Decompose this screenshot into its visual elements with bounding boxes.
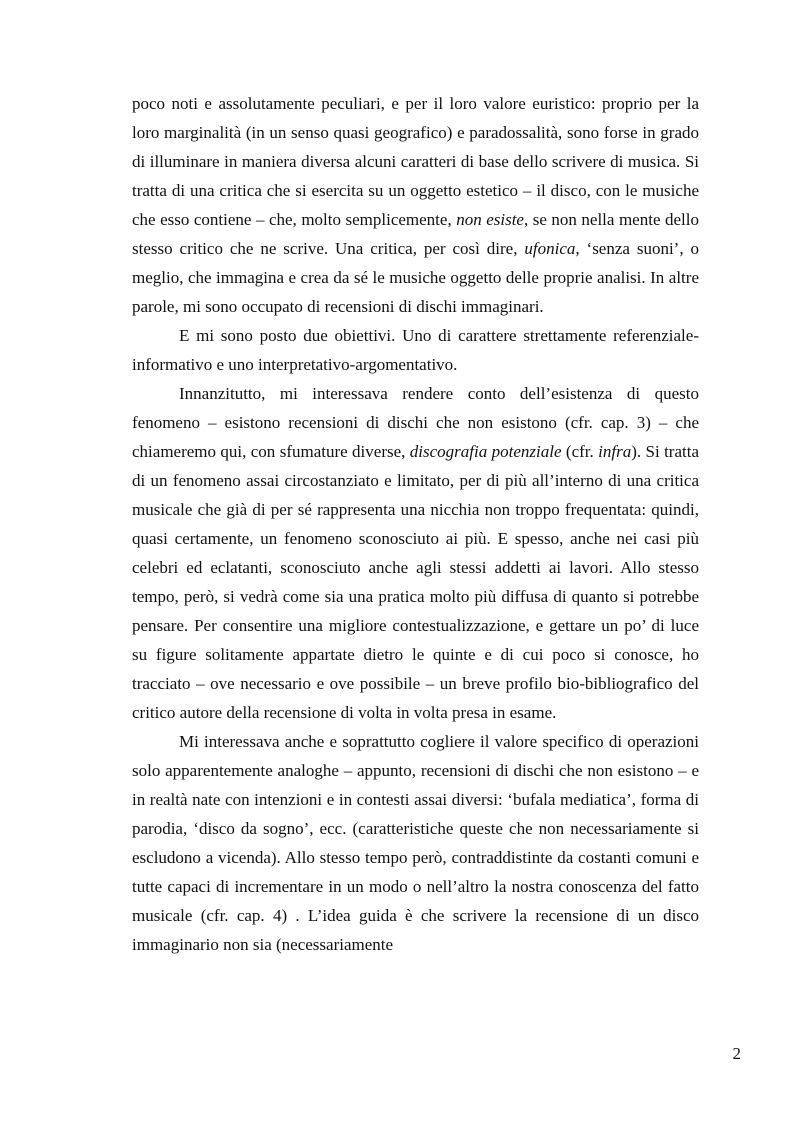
text-segment: , ‘senza suoni’, o meglio, che immagina e crea da sé le musiche oggetto delle proprie analisi. In altre parole, mi sono occupato di recensioni di dischi immaginari. [132, 239, 699, 316]
italic-segment: ufonica [524, 239, 576, 258]
paragraph-4 [132, 727, 699, 959]
italic-segment: non esiste [456, 210, 524, 229]
text-segment: Innanzitutto, mi interessava rendere conto dell’esistenza di questo fenomeno – esistono recensioni di dischi che non esistono (cfr. cap. 3) – che chiameremo qui, con sfumature diverse, [132, 384, 699, 461]
text-segment: , se non nella mente dello stesso critico che ne scrive. Una critica, per così dire, [132, 210, 699, 258]
paragraph-2 [132, 321, 699, 379]
text-segment: ). Si tratta di un fenomeno assai circostanziato e limitato, per di più all’interno di una critica musicale che già di per sé rappresenta una nicchia non troppo frequentata: quindi, quasi certamente, un fenomeno sconosciuto ai più. E spesso, anche nei casi più celebri ed eclatanti, sconosciuto anche agli stessi addetti ai lavori. Allo stesso tempo, però, si vedrà come sia una pratica molto più diffusa di quanto si potrebbe pensare. Per consentire una migliore contestualizzazione, e gettare un po’ di luce su figure solitamente appartate dietro le quinte e di cui poco si conosce, ho tracciato – ove necessario e ove possibile – un breve profilo bio-bibliografico del critico autore della recensione di volta in volta presa in esame. [132, 442, 699, 722]
text-segment: (cfr. [561, 442, 599, 461]
text-segment: poco noti e assolutamente peculiari, e per il loro valore euristico: proprio per la loro marginalità (in un senso quasi geografico) e paradossalità, sono forse in grado di illuminare in maniera diversa alcuni caratteri di base dello scrivere di musica. Si tratta di una critica che si esercita su un oggetto estetico – il disco, con le musiche che esso contiene – che, molto semplicemente, [132, 94, 699, 229]
page-number: 2 [732, 1044, 741, 1063]
text-segment: Mi interessava anche e soprattutto cogliere il valore specifico di operazioni solo apparentemente analoghe – appunto, recensioni di dischi che non esistono – e in realtà nate con intenzioni e in contesti assai diversi: ‘bufala mediatica’, forma di parodia, ‘disco da sogno’, ecc. (caratteristiche queste che non necessariamente si escludono a vicenda). Allo stesso tempo però, contraddistinte da costanti comuni e tutte capaci di incrementare in un modo o nell’altro la nostra conoscenza del fatto musicale (cfr. cap. 4) . L’idea guida è che scrivere la recensione di un disco immaginario non sia (necessariamente [132, 732, 699, 954]
body-text [132, 89, 699, 959]
italic-segment: discografia potenziale [409, 442, 562, 461]
italic-segment: infra [598, 442, 632, 461]
paragraph-3 [132, 379, 699, 727]
paragraph-1 [132, 89, 699, 321]
text-segment: E mi sono posto due obiettivi. Uno di carattere strettamente referenziale-informativo e uno interpretativo-argomentativo. [132, 326, 699, 374]
